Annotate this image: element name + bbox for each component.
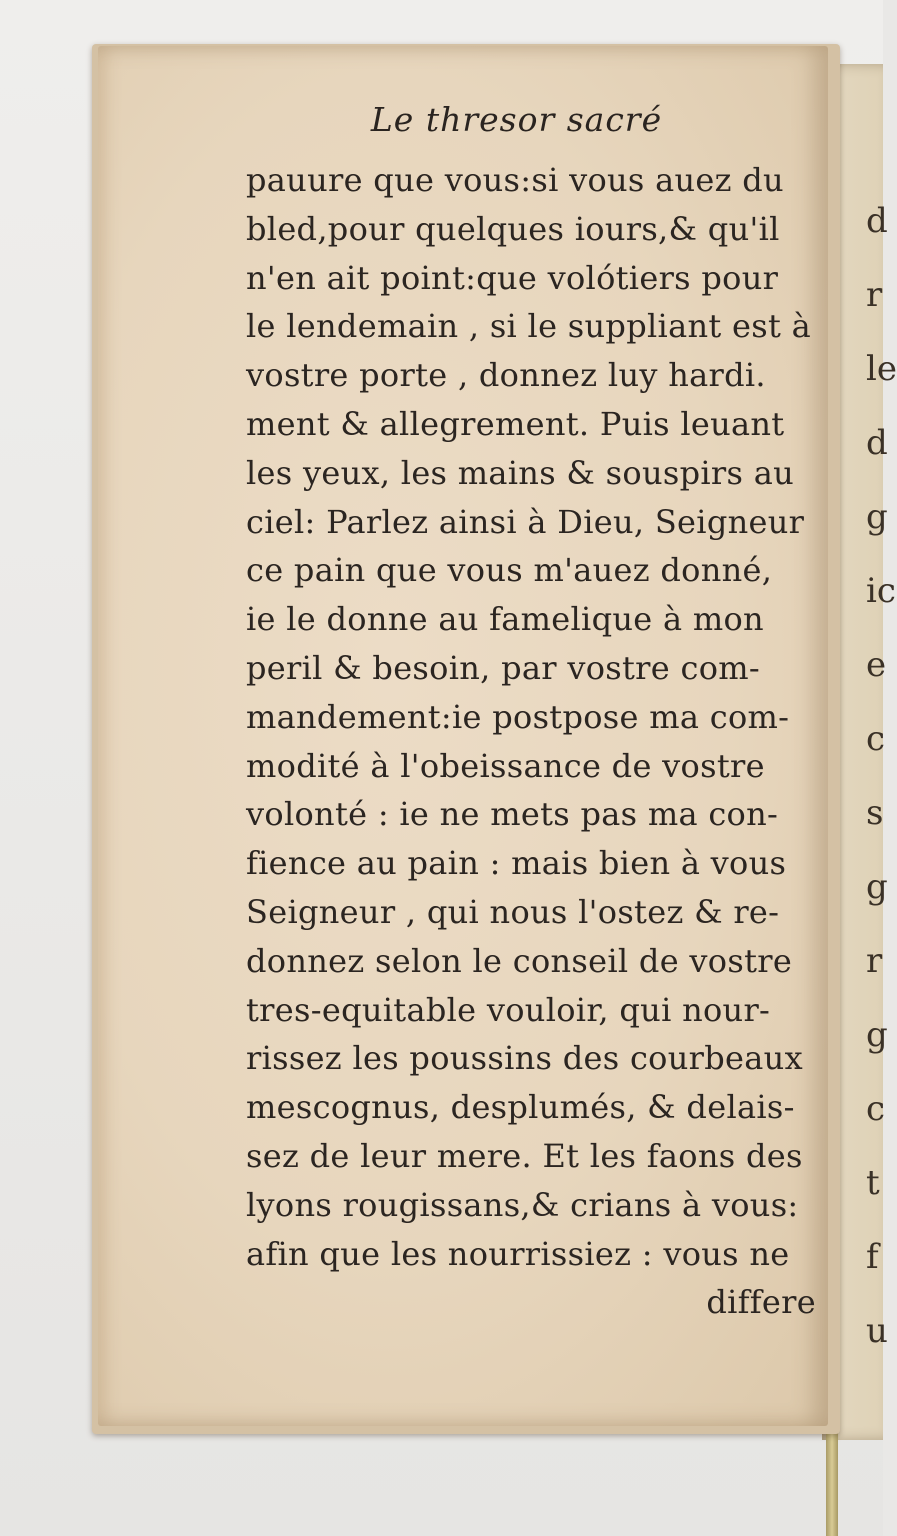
facing-letter: e [866, 645, 887, 685]
text-line: sez de leur mere. Et les faons des [246, 1136, 803, 1175]
text-line: vostre porte , donnez luy hardi. [246, 356, 766, 395]
facing-letter: ic [866, 571, 896, 611]
facing-letter: t [866, 1163, 880, 1203]
text-line: donnez selon le conseil de vostre [246, 941, 793, 980]
facing-letter: g [866, 497, 888, 537]
text-line: ment & allegrement. Puis leuant [246, 404, 785, 443]
text-line: mescognus, desplumés, & delais- [246, 1088, 795, 1127]
catchword: differe [706, 1283, 816, 1322]
body-text [246, 156, 822, 1327]
text-line: les yeux, les mains & souspirs au [246, 453, 794, 492]
text-line: ce pain que vous m'auez donné, [246, 551, 773, 590]
text-line: tres-equitable vouloir, qui nour- [246, 990, 771, 1029]
facing-letter: r [866, 941, 883, 981]
facing-letter: g [866, 867, 888, 907]
text-line: ie le donne au famelique à mon [246, 600, 764, 639]
facing-letter: s [866, 793, 884, 833]
facing-letter: c [866, 1089, 886, 1129]
facing-letter: le [866, 349, 897, 389]
facing-letter: d [866, 423, 888, 463]
text-line: volonté : ie ne mets pas ma con- [246, 795, 779, 834]
text-line: mandement:ie postpose ma com- [246, 697, 790, 736]
text-line: Seigneur , qui nous l'ostez & re- [246, 892, 780, 931]
text-line: pauure que vous:si vous auez du [246, 161, 784, 199]
facing-letter: d [866, 201, 888, 241]
text-line: peril & besoin, par vostre com- [246, 648, 761, 687]
text-line: lyons rougissans,& crians à vous: [246, 1185, 799, 1224]
text-line: bled,pour quelques iours,& qu'il [246, 209, 780, 248]
text-line: le lendemain , si le suppliant est à [246, 307, 811, 346]
text-line: n'en ait point:que volótiers pour [246, 258, 779, 297]
facing-letter: f [866, 1237, 879, 1277]
facing-letter: g [866, 1015, 888, 1055]
facing-letter: u [866, 1311, 888, 1351]
text-line: modité à l'obeissance de vostre [246, 746, 765, 785]
text-line: ciel: Parlez ainsi à Dieu, Seigneur [246, 502, 805, 541]
facing-letter: r [866, 275, 883, 315]
text-line: afin que les nourrissiez : vous ne [246, 1234, 790, 1273]
facing-page-text [866, 184, 897, 1368]
running-head: Le thresor sacré [370, 100, 663, 139]
facing-letter: c [866, 719, 886, 759]
text-line: fience au pain : mais bien à vous [246, 844, 787, 883]
text-line: rissez les poussins des courbeaux [246, 1039, 803, 1078]
